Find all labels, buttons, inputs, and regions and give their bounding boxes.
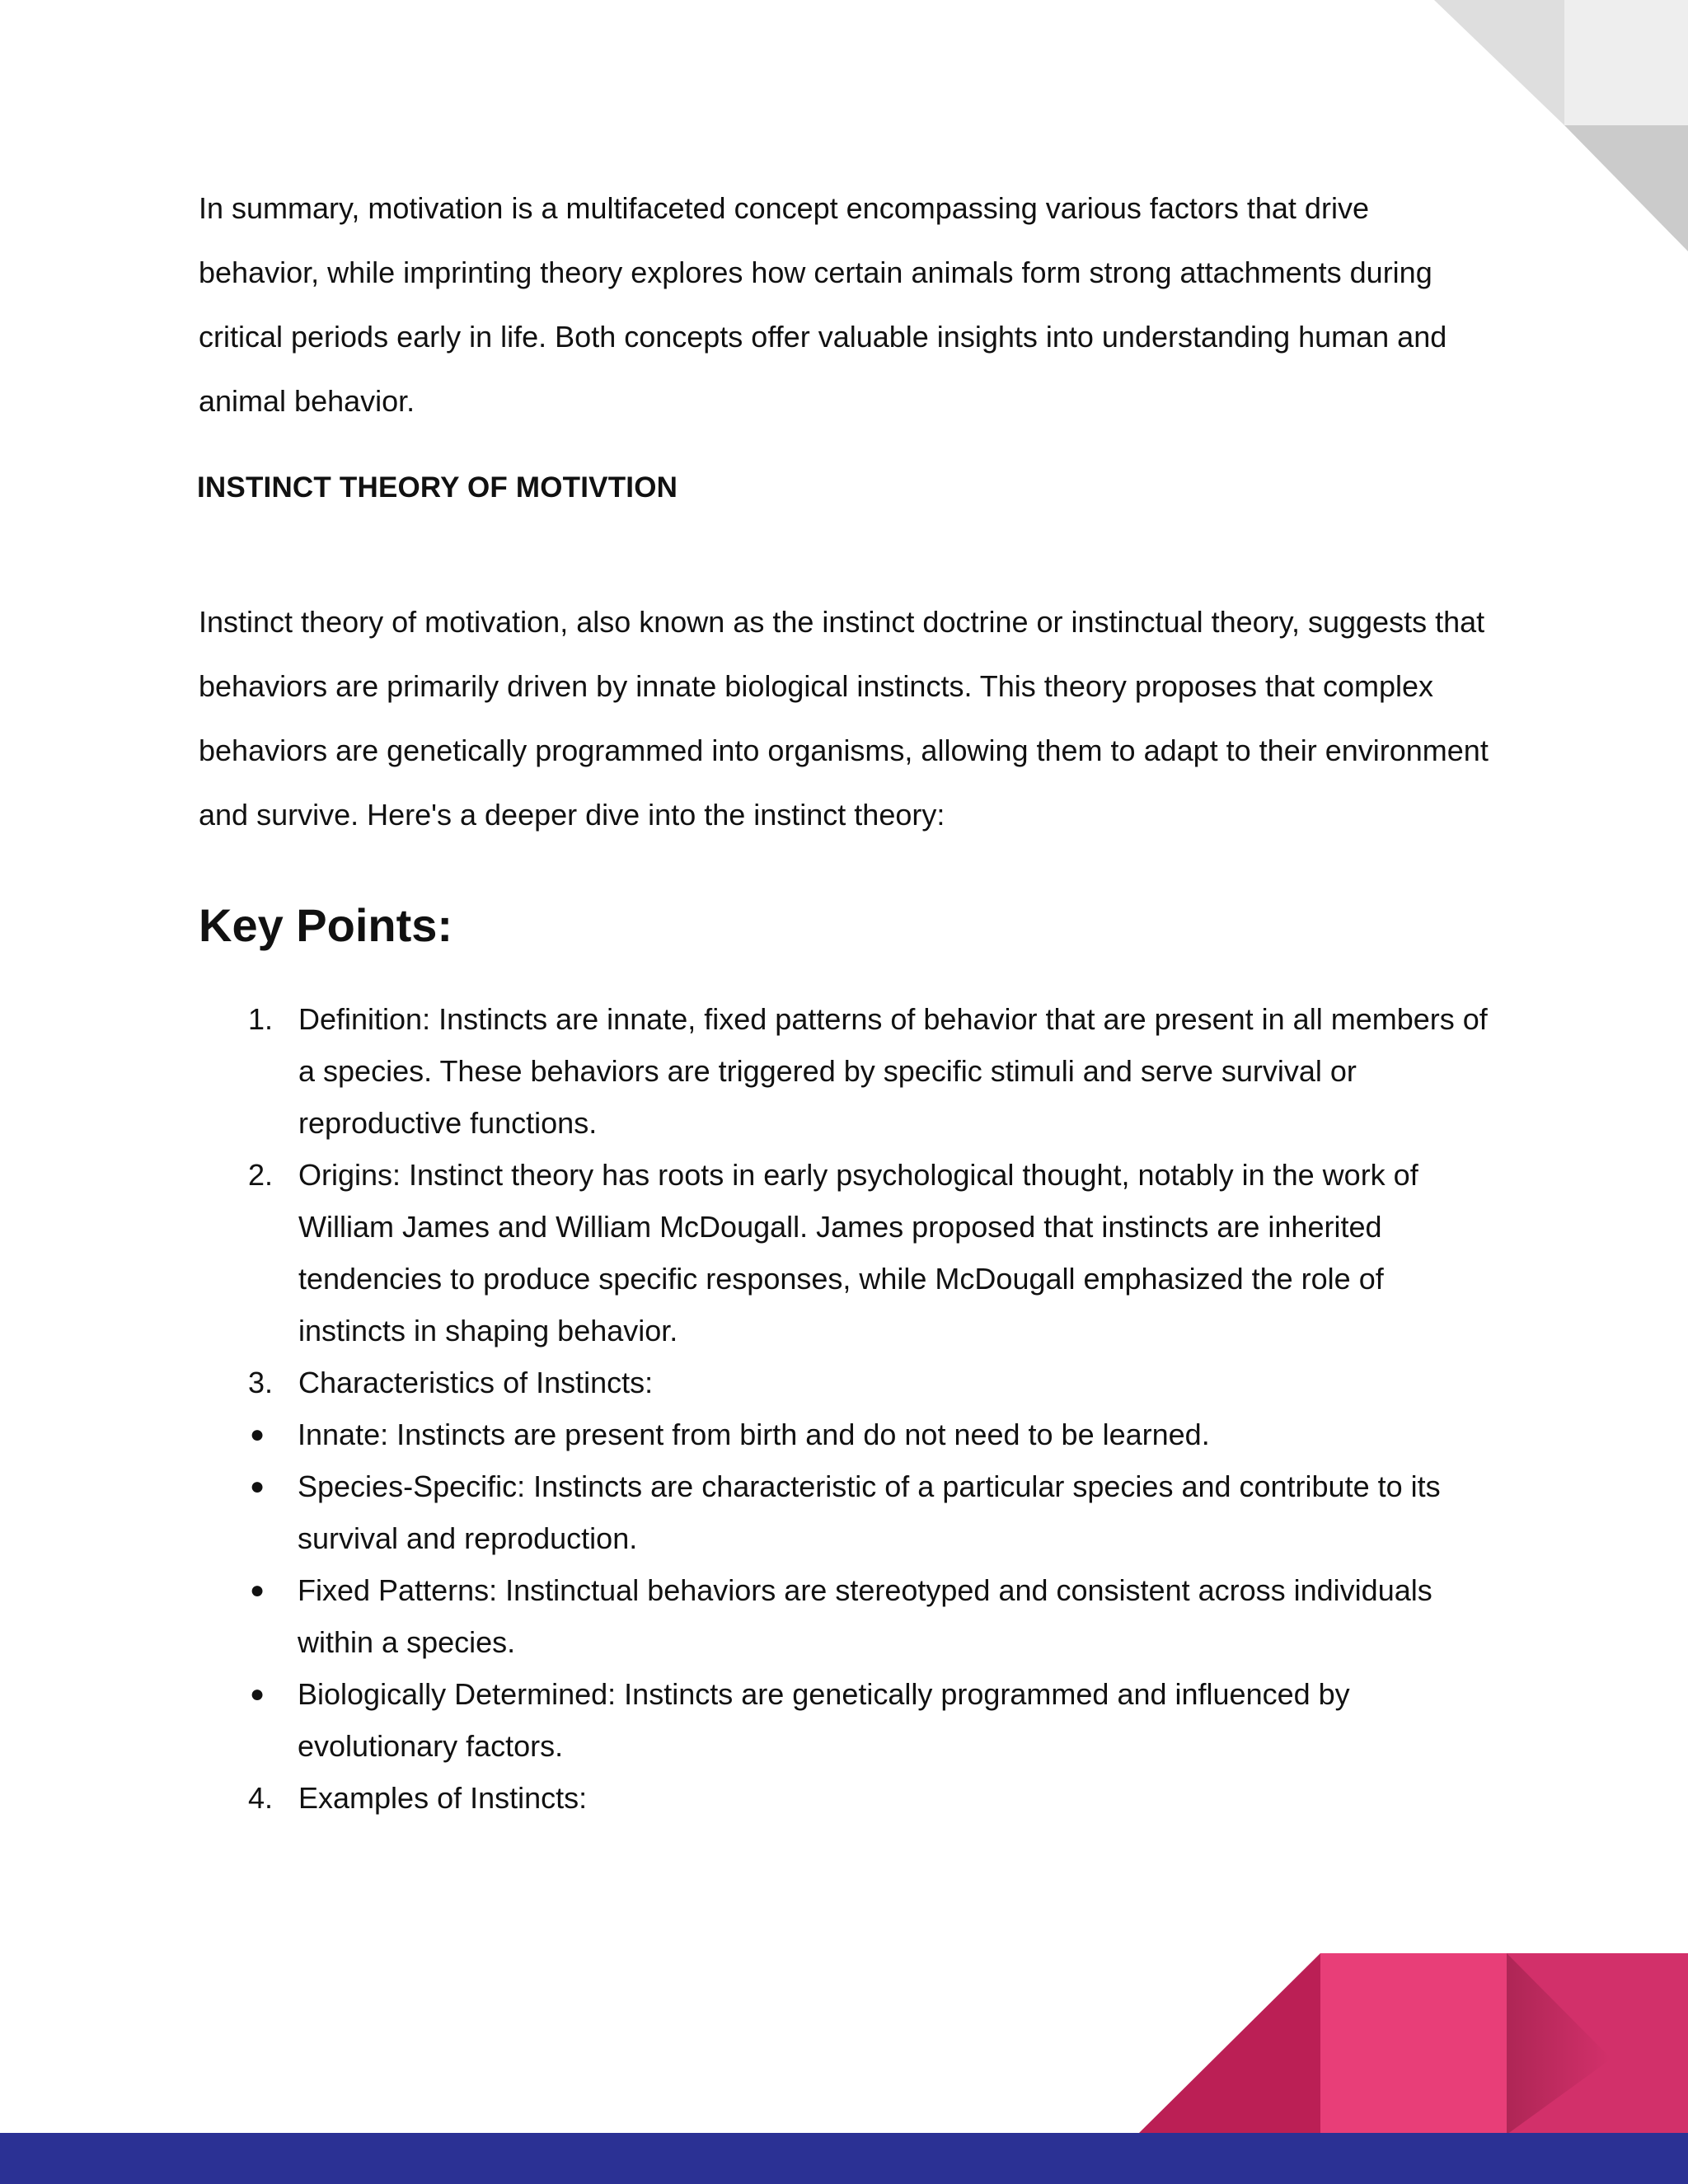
section-heading: INSTINCT THEORY OF MOTIVTION <box>197 471 678 504</box>
list-item <box>199 993 1493 1149</box>
list-item <box>199 1149 1493 1357</box>
list-number: 1. <box>248 1002 274 1036</box>
sub-list-item-text: Innate: Instincts are present from birth and do not need to be learned. <box>298 1418 1210 1451</box>
bullet-icon: ● <box>250 1577 265 1604</box>
bullet-icon: ● <box>250 1473 265 1500</box>
list-item-text: Characteristics of Instincts: <box>298 1366 654 1399</box>
key-points-list <box>199 993 1493 1824</box>
sub-list-item-text: Species-Specific: Instincts are characteristic of a particular species and contribute to its survival and reproduction. <box>298 1469 1441 1555</box>
list-item <box>199 1772 1493 1824</box>
sub-list-item-text: Fixed Patterns: Instinctual behaviors are stereotyped and consistent across individuals within a species. <box>298 1573 1432 1659</box>
footer-bar <box>0 2133 1688 2184</box>
key-points-heading: Key Points: <box>199 899 453 951</box>
sub-list-item <box>199 1460 1493 1564</box>
intro-paragraph: In summary, motivation is a multifaceted concept encompassing various factors that drive behavior, while imprinting theory explores how certain animals form strong attachments during critical periods early in life. Both concepts offer valuable insights into understanding human and animal behavior. <box>199 191 1447 418</box>
list-number: 3. <box>248 1366 274 1399</box>
bullet-icon: ● <box>250 1421 265 1448</box>
body-paragraph: Instinct theory of motivation, also known as the instinct doctrine or instinctual theory, suggests that behaviors are primarily driven by innate biological instincts. This theory proposes that complex behaviors are genetically programmed into organisms, allowing them to adapt to their environment and survive. Here's a deeper dive into the instinct theory: <box>199 605 1489 832</box>
list-item-text: Definition: Instincts are innate, fixed patterns of behavior that are present in all members of a species. These behaviors are triggered by specific stimuli and serve survival or reproductive functions. <box>298 1002 1488 1140</box>
bullet-icon: ● <box>250 1680 265 1708</box>
sub-list-item <box>199 1408 1493 1460</box>
list-item <box>199 1357 1493 1772</box>
sub-list-item-text: Biologically Determined: Instincts are genetically programmed and influenced by evolutionary factors. <box>298 1677 1350 1763</box>
corner-decoration-bottom-right <box>1137 1953 1688 2135</box>
list-item-text: Origins: Instinct theory has roots in early psychological thought, notably in the work of William James and William McDougall. James proposed that instincts are inherited tendencies to produce specific responses, while McDougall emphasized the role of instincts in shaping behavior. <box>298 1158 1418 1347</box>
sub-list-item <box>199 1668 1493 1772</box>
sub-list-item <box>199 1564 1493 1668</box>
list-number: 4. <box>248 1781 274 1815</box>
list-number: 2. <box>248 1158 274 1192</box>
sub-list <box>199 1408 1493 1772</box>
list-item-text: Examples of Instincts: <box>298 1781 588 1815</box>
